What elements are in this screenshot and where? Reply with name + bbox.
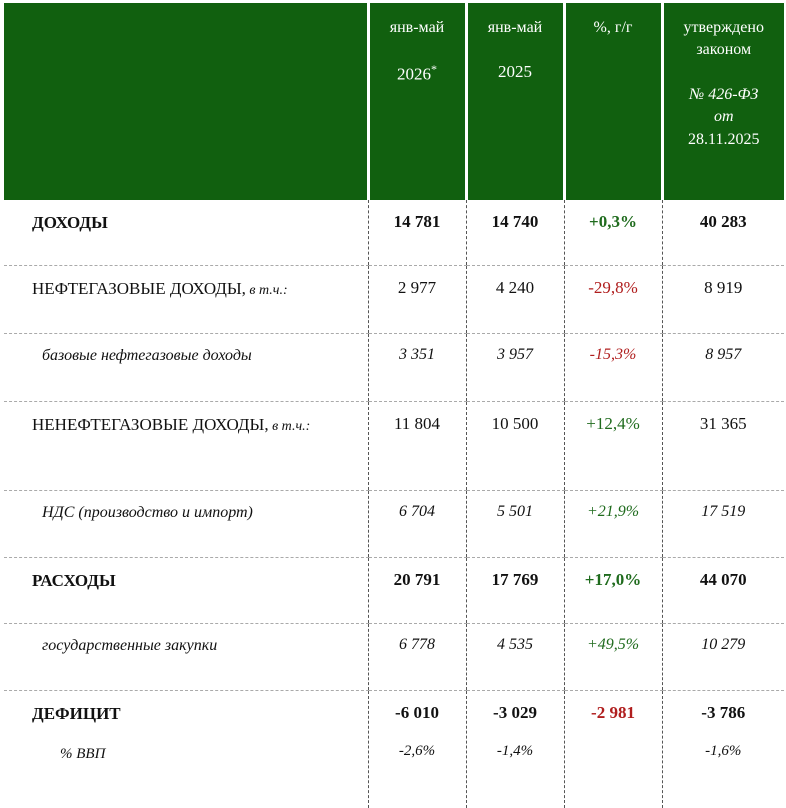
value-yoy: +12,4% [564, 402, 662, 491]
value-law: 17 519 [662, 491, 784, 558]
value-2026: 14 781 [368, 200, 466, 266]
row-label: РАСХОДЫ [4, 558, 368, 624]
header-year: 2025 [470, 61, 561, 84]
table-row-expenses [4, 558, 784, 624]
table-row-income [4, 200, 784, 266]
table-row-vat [4, 491, 784, 558]
value-law: -3 786 -1,6% [662, 691, 784, 808]
value-2025: 3 957 [466, 334, 564, 402]
table-row-base-oil-gas [4, 334, 784, 402]
value-yoy: +17,0% [564, 558, 662, 624]
row-label: НЕНЕФТЕГАЗОВЫЕ ДОХОДЫ, в т.ч.: [4, 402, 368, 491]
row-label: ДЕФИЦИТ % ВВП [4, 691, 368, 808]
value-law: 8 957 [662, 334, 784, 402]
row-label-suffix: в т.ч.: [269, 419, 311, 434]
value-yoy: +0,3% [564, 200, 662, 266]
value-2026: 11 804 [368, 402, 466, 491]
value-2025: 4 240 [466, 266, 564, 334]
value-2025: 4 535 [466, 624, 564, 691]
value-2026: 6 704 [368, 491, 466, 558]
header-yoy-percent: %, г/г [564, 3, 662, 200]
value-law: 40 283 [662, 200, 784, 266]
header-year: 2026* [372, 61, 463, 87]
row-label-suffix: в т.ч.: [246, 283, 288, 298]
gdp-share-2026: -2,6% [370, 743, 465, 760]
gdp-share-2025: -1,4% [468, 743, 563, 760]
row-label: НДС (производство и импорт) [4, 491, 368, 558]
value-2026: -6 010 -2,6% [368, 691, 466, 808]
value-2025: 14 740 [466, 200, 564, 266]
value-law: 8 919 [662, 266, 784, 334]
header-jan-may-2026 [368, 3, 466, 200]
value-2025: 10 500 [466, 402, 564, 491]
row-label: ДОХОДЫ [4, 200, 368, 266]
row-label: базовые нефтегазовые доходы [4, 334, 368, 402]
value-yoy: -29,8% [564, 266, 662, 334]
table-row-oil-gas-income [4, 266, 784, 334]
value-2025: 5 501 [466, 491, 564, 558]
table-header-row [4, 3, 784, 200]
value-law: 44 070 [662, 558, 784, 624]
value-2026: 20 791 [368, 558, 466, 624]
value-law: 31 365 [662, 402, 784, 491]
header-label-cell [4, 3, 368, 200]
value-law: 10 279 [662, 624, 784, 691]
value-yoy: -2 981 [564, 691, 662, 808]
value-2025: -3 029 -1,4% [466, 691, 564, 808]
gdp-share-law: -1,6% [664, 743, 784, 760]
table-row-gov-procurement [4, 624, 784, 691]
value-yoy: +21,9% [564, 491, 662, 558]
footnote-mark: * [431, 62, 437, 76]
table-row-non-oil-income [4, 402, 784, 491]
gdp-share-label: % ВВП [32, 745, 360, 765]
row-label: государственные закупки [4, 624, 368, 691]
header-approved-by-law: утверждено законом № 426-ФЗ от 28.11.2025 [662, 3, 784, 200]
table-row-deficit [4, 691, 784, 808]
value-2026: 2 977 [368, 266, 466, 334]
value-2026: 6 778 [368, 624, 466, 691]
value-2025: 17 769 [466, 558, 564, 624]
value-yoy: +49,5% [564, 624, 662, 691]
value-2026: 3 351 [368, 334, 466, 402]
value-yoy: -15,3% [564, 334, 662, 402]
header-period-label: янв-май [390, 19, 444, 36]
budget-table [4, 3, 784, 808]
row-label: НЕФТЕГАЗОВЫЕ ДОХОДЫ, в т.ч.: [4, 266, 368, 334]
header-jan-may-2025 [466, 3, 564, 200]
header-period-label: янв-май [488, 19, 542, 36]
